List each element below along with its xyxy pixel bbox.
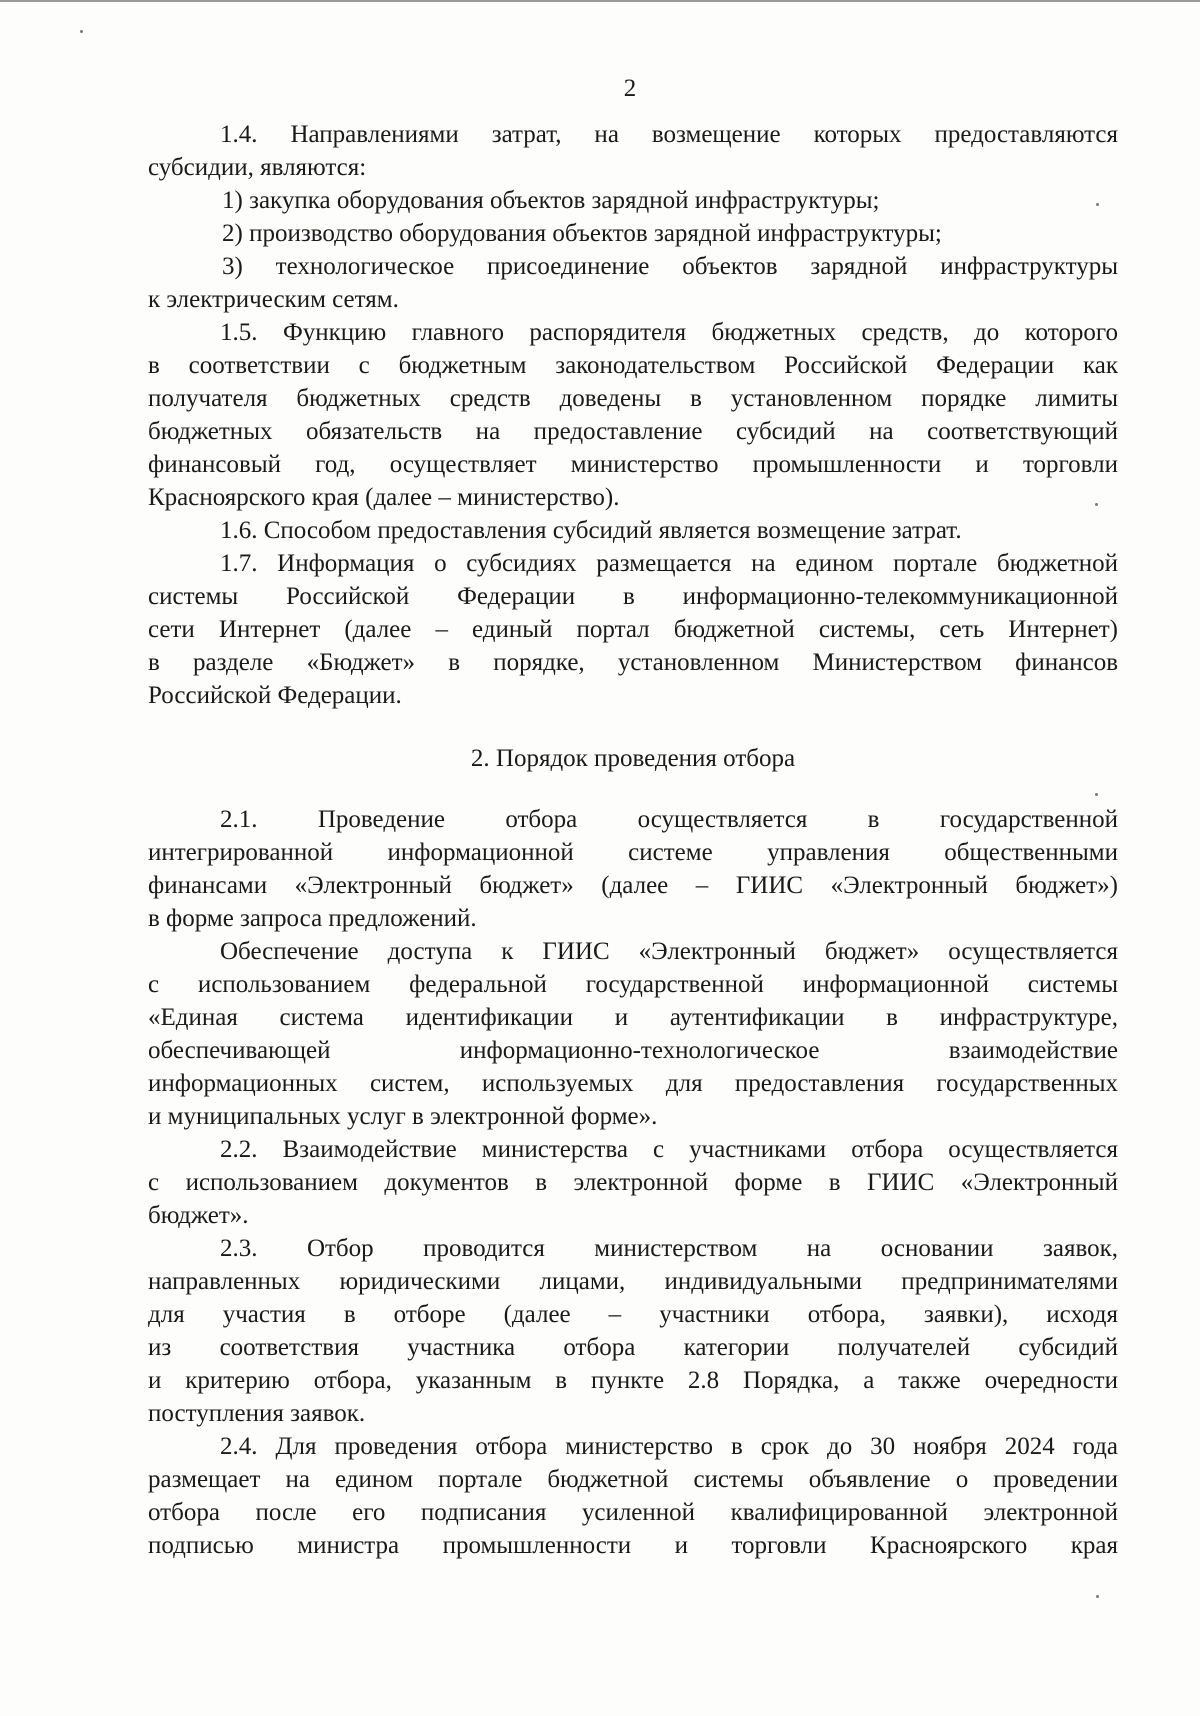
- text-line-1-6: 1.6. Способом предоставления субсидий является возмещение затрат.: [220, 517, 962, 544]
- text-line: обеспечивающей информационно-технологическое взаимодействие: [148, 1037, 1118, 1064]
- text-line: размещает на едином портале бюджетной системы объявление о проведении: [148, 1466, 1118, 1493]
- page-top-edge: [0, 0, 1200, 2]
- scan-speck: [1095, 503, 1098, 506]
- text-line: системы Российской Федерации в информационно-телекоммуникационной: [148, 583, 1118, 610]
- text-line: получателя бюджетных средств доведены в установленном порядке лимиты: [148, 385, 1118, 412]
- text-line: Российской Федерации.: [148, 682, 402, 709]
- text-line: поступления заявок.: [148, 1400, 366, 1427]
- text-line: финансами «Электронный бюджет» (далее – ГИИС «Электронный бюджет»): [148, 872, 1118, 899]
- document-body: [148, 118, 1118, 1562]
- page-number: 2: [623, 75, 637, 102]
- text-line: в разделе «Бюджет» в порядке, установленном Министерством финансов: [148, 649, 1118, 676]
- scan-speck: [1095, 793, 1098, 796]
- text-line: из соответствия участника отбора категории получателей субсидий: [148, 1334, 1118, 1361]
- text-line: отбора после его подписания усиленной квалифицированной электронной: [148, 1499, 1118, 1526]
- text-line: для участия в отборе (далее – участники отбора, заявки), исходя: [148, 1301, 1118, 1328]
- text-line: интегрированной информационной системе управления общественными: [148, 839, 1118, 866]
- text-line-1-4: 1.4. Направлениями затрат, на возмещение которых предоставляются: [220, 121, 1118, 148]
- scan-speck: [1096, 1595, 1099, 1598]
- text-line: Красноярского края (далее – министерство).: [148, 484, 620, 511]
- text-line-1-5: 1.5. Функцию главного распорядителя бюджетных средств, до которого: [220, 319, 1118, 346]
- text-line-1-7: 1.7. Информация о субсидиях размещается на едином портале бюджетной: [220, 550, 1118, 577]
- text-line: «Единая система идентификации и аутентификации в инфраструктуре,: [148, 1004, 1118, 1031]
- list-item-1: 1) закупка оборудования объектов зарядной инфраструктуры;: [222, 187, 880, 214]
- text-line: бюджет».: [148, 1202, 249, 1229]
- text-line: сети Интернет (далее – единый портал бюджетной системы, сеть Интернет): [148, 616, 1118, 643]
- list-item-2: 2) производство оборудования объектов зарядной инфраструктуры;: [222, 220, 942, 247]
- text-line-2-4: 2.4. Для проведения отбора министерство в срок до 30 ноября 2024 года: [220, 1433, 1118, 1460]
- list-item-3: 3) технологическое присоединение объектов зарядной инфраструктуры: [222, 253, 1118, 280]
- text-line-2-3: 2.3. Отбор проводится министерством на основании заявок,: [220, 1235, 1118, 1262]
- text-line-2-2: 2.2. Взаимодействие министерства с участниками отбора осуществляется: [220, 1136, 1118, 1163]
- scan-speck: [80, 30, 83, 33]
- text-line-2-1: 2.1. Проведение отбора осуществляется в государственной: [220, 806, 1118, 833]
- text-line: подписью министра промышленности и торговли Красноярского края: [148, 1532, 1118, 1559]
- text-line: Обеспечение доступа к ГИИС «Электронный бюджет» осуществляется: [220, 938, 1118, 965]
- text-line: в соответствии с бюджетным законодательством Российской Федерации как: [148, 352, 1118, 379]
- text-line: финансовый год, осуществляет министерство промышленности и торговли: [148, 451, 1118, 478]
- text-line: и критерию отбора, указанным в пункте 2.8 Порядка, а также очередности: [148, 1367, 1118, 1394]
- text-line: информационных систем, используемых для предоставления государственных: [148, 1070, 1118, 1097]
- text-line: субсидии, являются:: [148, 154, 367, 181]
- text-line: с использованием документов в электронной форме в ГИИС «Электронный: [148, 1169, 1118, 1196]
- text-line: в форме запроса предложений.: [148, 905, 477, 932]
- section-heading: 2. Порядок проведения отбора: [470, 745, 796, 772]
- text-line: направленных юридическими лицами, индивидуальными предпринимателями: [148, 1268, 1118, 1295]
- scan-speck: [1096, 203, 1099, 206]
- text-line: бюджетных обязательств на предоставление субсидий на соответствующий: [148, 418, 1118, 445]
- text-line: к электрическим сетям.: [148, 286, 399, 313]
- text-line: и муниципальных услуг в электронной форме».: [148, 1103, 658, 1130]
- text-line: с использованием федеральной государственной информационной системы: [148, 971, 1118, 998]
